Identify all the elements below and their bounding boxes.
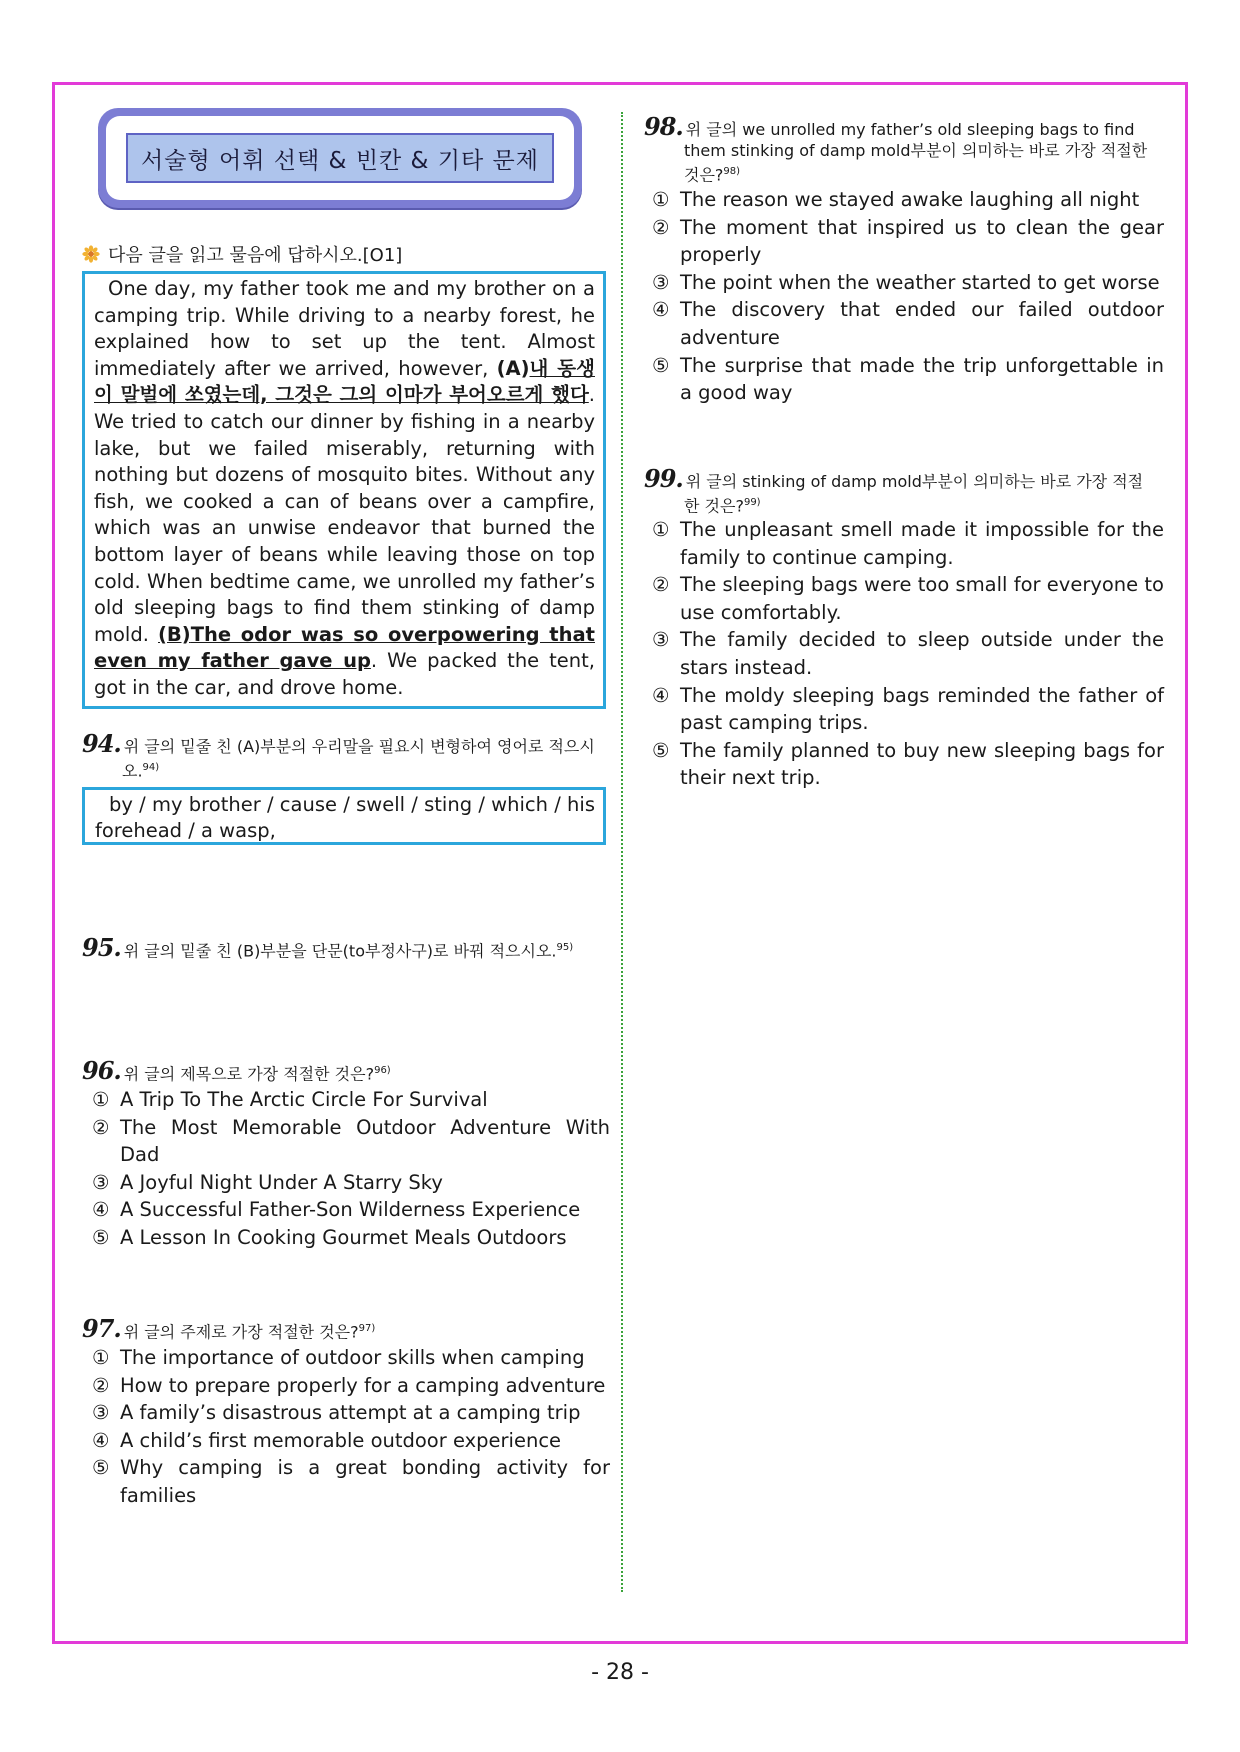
answer-words: by / my brother / cause / swell / sting / which / his forehead / a wasp, [95,793,595,842]
option-item[interactable]: ② How to prepare properly for a camping adventure [92,1373,606,1397]
option-item[interactable]: ③ A family’s disastrous attempt at a camping trip [92,1401,581,1425]
options-99 [652,516,1164,792]
question-99 [644,464,1164,516]
option-item[interactable]: ① The unpleasant smell made it impossible for the family to continue camping. [652,518,1164,569]
question-text: 위 글의 we unrolled my father’s old sleeping bags to find [685,120,1135,139]
option-item[interactable]: ④ A Successful Father-Son Wilderness Experience [92,1198,581,1222]
question-text: 위 글의 밑줄 친 (A)부분의 우리말을 필요시 변형하여 영어로 적으시 [123,737,595,756]
instruction-text: 다음 글을 읽고 물음에 답하시오.[O1] [108,245,403,266]
passage-text-3: . We packed the tent, got in the car, and drove home. [94,649,595,699]
question-96 [82,1056,610,1086]
question-text-cont: 한 것은? [684,496,744,516]
column-divider [621,112,623,1592]
question-ref: 98) [723,166,741,177]
question-number: 97. [82,1314,121,1344]
option-item[interactable]: ④ The discovery that ended our failed outdoor adventure [652,298,1164,349]
passage-label-b: (B) [158,622,191,646]
passage-underline-a: 내 동생이 말벌에 쏘였는데, 그것은 그의 이마가 부어오르게 했다 [94,356,595,407]
question-number: 95. [82,933,121,963]
question-text: 위 글의 제목으로 가장 적절한 것은? [123,1064,375,1084]
section-title-badge [98,108,582,208]
option-item[interactable]: ⑤ Why camping is a great bonding activity for families [92,1456,610,1507]
option-item[interactable]: ⑤ The surprise that made the trip unforgettable in a good way [652,353,1164,405]
options-96 [92,1086,610,1252]
option-item[interactable]: ② The moment that inspired us to clean the gear properly [652,215,1164,267]
option-item[interactable]: ② The sleeping bags were too small for everyone to use comfortably. [652,573,1164,624]
question-text-cont: 오. [122,761,143,781]
page-number: - 28 - [591,1660,649,1685]
option-item[interactable]: ③ The family decided to sleep outside under the stars instead. [652,628,1164,679]
option-item[interactable]: ③ The point when the weather started to get worse [652,270,1160,294]
passage-label-a: (A) [496,356,530,380]
question-98 [644,112,1164,185]
instruction [82,241,402,267]
answer-box-94 [82,787,606,845]
passage-text-1: One day, my father took me and my brother on a camping trip. While driving to a nearby forest, he explained how to set up the tent. Almost immediately after we arrived, however, [94,277,595,380]
question-97 [82,1314,610,1344]
question-text-cont: them stinking of damp mold부분이 의미하는 바로 가장 적절한 것은? [684,141,1148,185]
question-text: 위 글의 stinking of damp mold부분이 의미하는 바로 가장 적절 [685,472,1144,491]
question-ref: 99) [743,497,761,508]
option-item[interactable]: ⑤ The family planned to buy new sleeping bags for their next trip. [652,738,1164,790]
question-ref: 94) [142,762,160,773]
option-item[interactable]: ④ A child’s first memorable outdoor experience [92,1428,562,1452]
option-item[interactable]: ④ The moldy sleeping bags reminded the father of past camping trips. [652,683,1164,735]
question-95 [82,933,610,963]
option-item[interactable]: ③ A Joyful Night Under A Starry Sky [92,1170,443,1194]
section-title: 서술형 어휘 선택 & 빈칸 & 기타 문제 [126,133,554,183]
question-94 [82,729,610,781]
question-text: 위 글의 주제로 가장 적절한 것은? [123,1322,359,1342]
question-ref: 95) [556,942,574,953]
question-number: 99. [644,464,683,493]
question-number: 94. [82,729,121,758]
reading-passage [82,271,606,709]
question-ref: 97) [358,1323,376,1334]
question-number: 98. [644,112,683,141]
option-item[interactable]: ① The importance of outdoor skills when camping [92,1346,585,1369]
option-item[interactable]: ① A Trip To The Arctic Circle For Survival [92,1088,488,1111]
options-98 [652,186,1164,407]
passage-text-2: . We tried to catch our dinner by fishing in a nearby lake, but we failed miserably, returning with nothing but dozens of mosquito bites. Without any fish, we cooked a can of beans over a campfire, which was an unwise endeavor that burned the bottom layer of beans while leaving those on top cold. When bedtime came, we unrolled my father’s old sleeping bags to find them stinking of damp mold. [94,383,595,646]
question-number: 96. [82,1056,121,1086]
options-97 [92,1344,610,1510]
option-item[interactable]: ⑤ A Lesson In Cooking Gourmet Meals Outdoors [92,1225,567,1249]
flower-icon [82,245,100,263]
question-ref: 96) [374,1065,391,1076]
passage-underline-b: The odor was so overpowering that even my father gave up [94,622,595,673]
option-item[interactable]: ② The Most Memorable Outdoor Adventure With Dad [92,1115,610,1167]
option-item[interactable]: ① The reason we stayed awake laughing all night [652,188,1140,211]
question-text: 위 글의 밑줄 친 (B)부분을 단문(to부정사구)로 바꿔 적으시오. [123,941,557,961]
